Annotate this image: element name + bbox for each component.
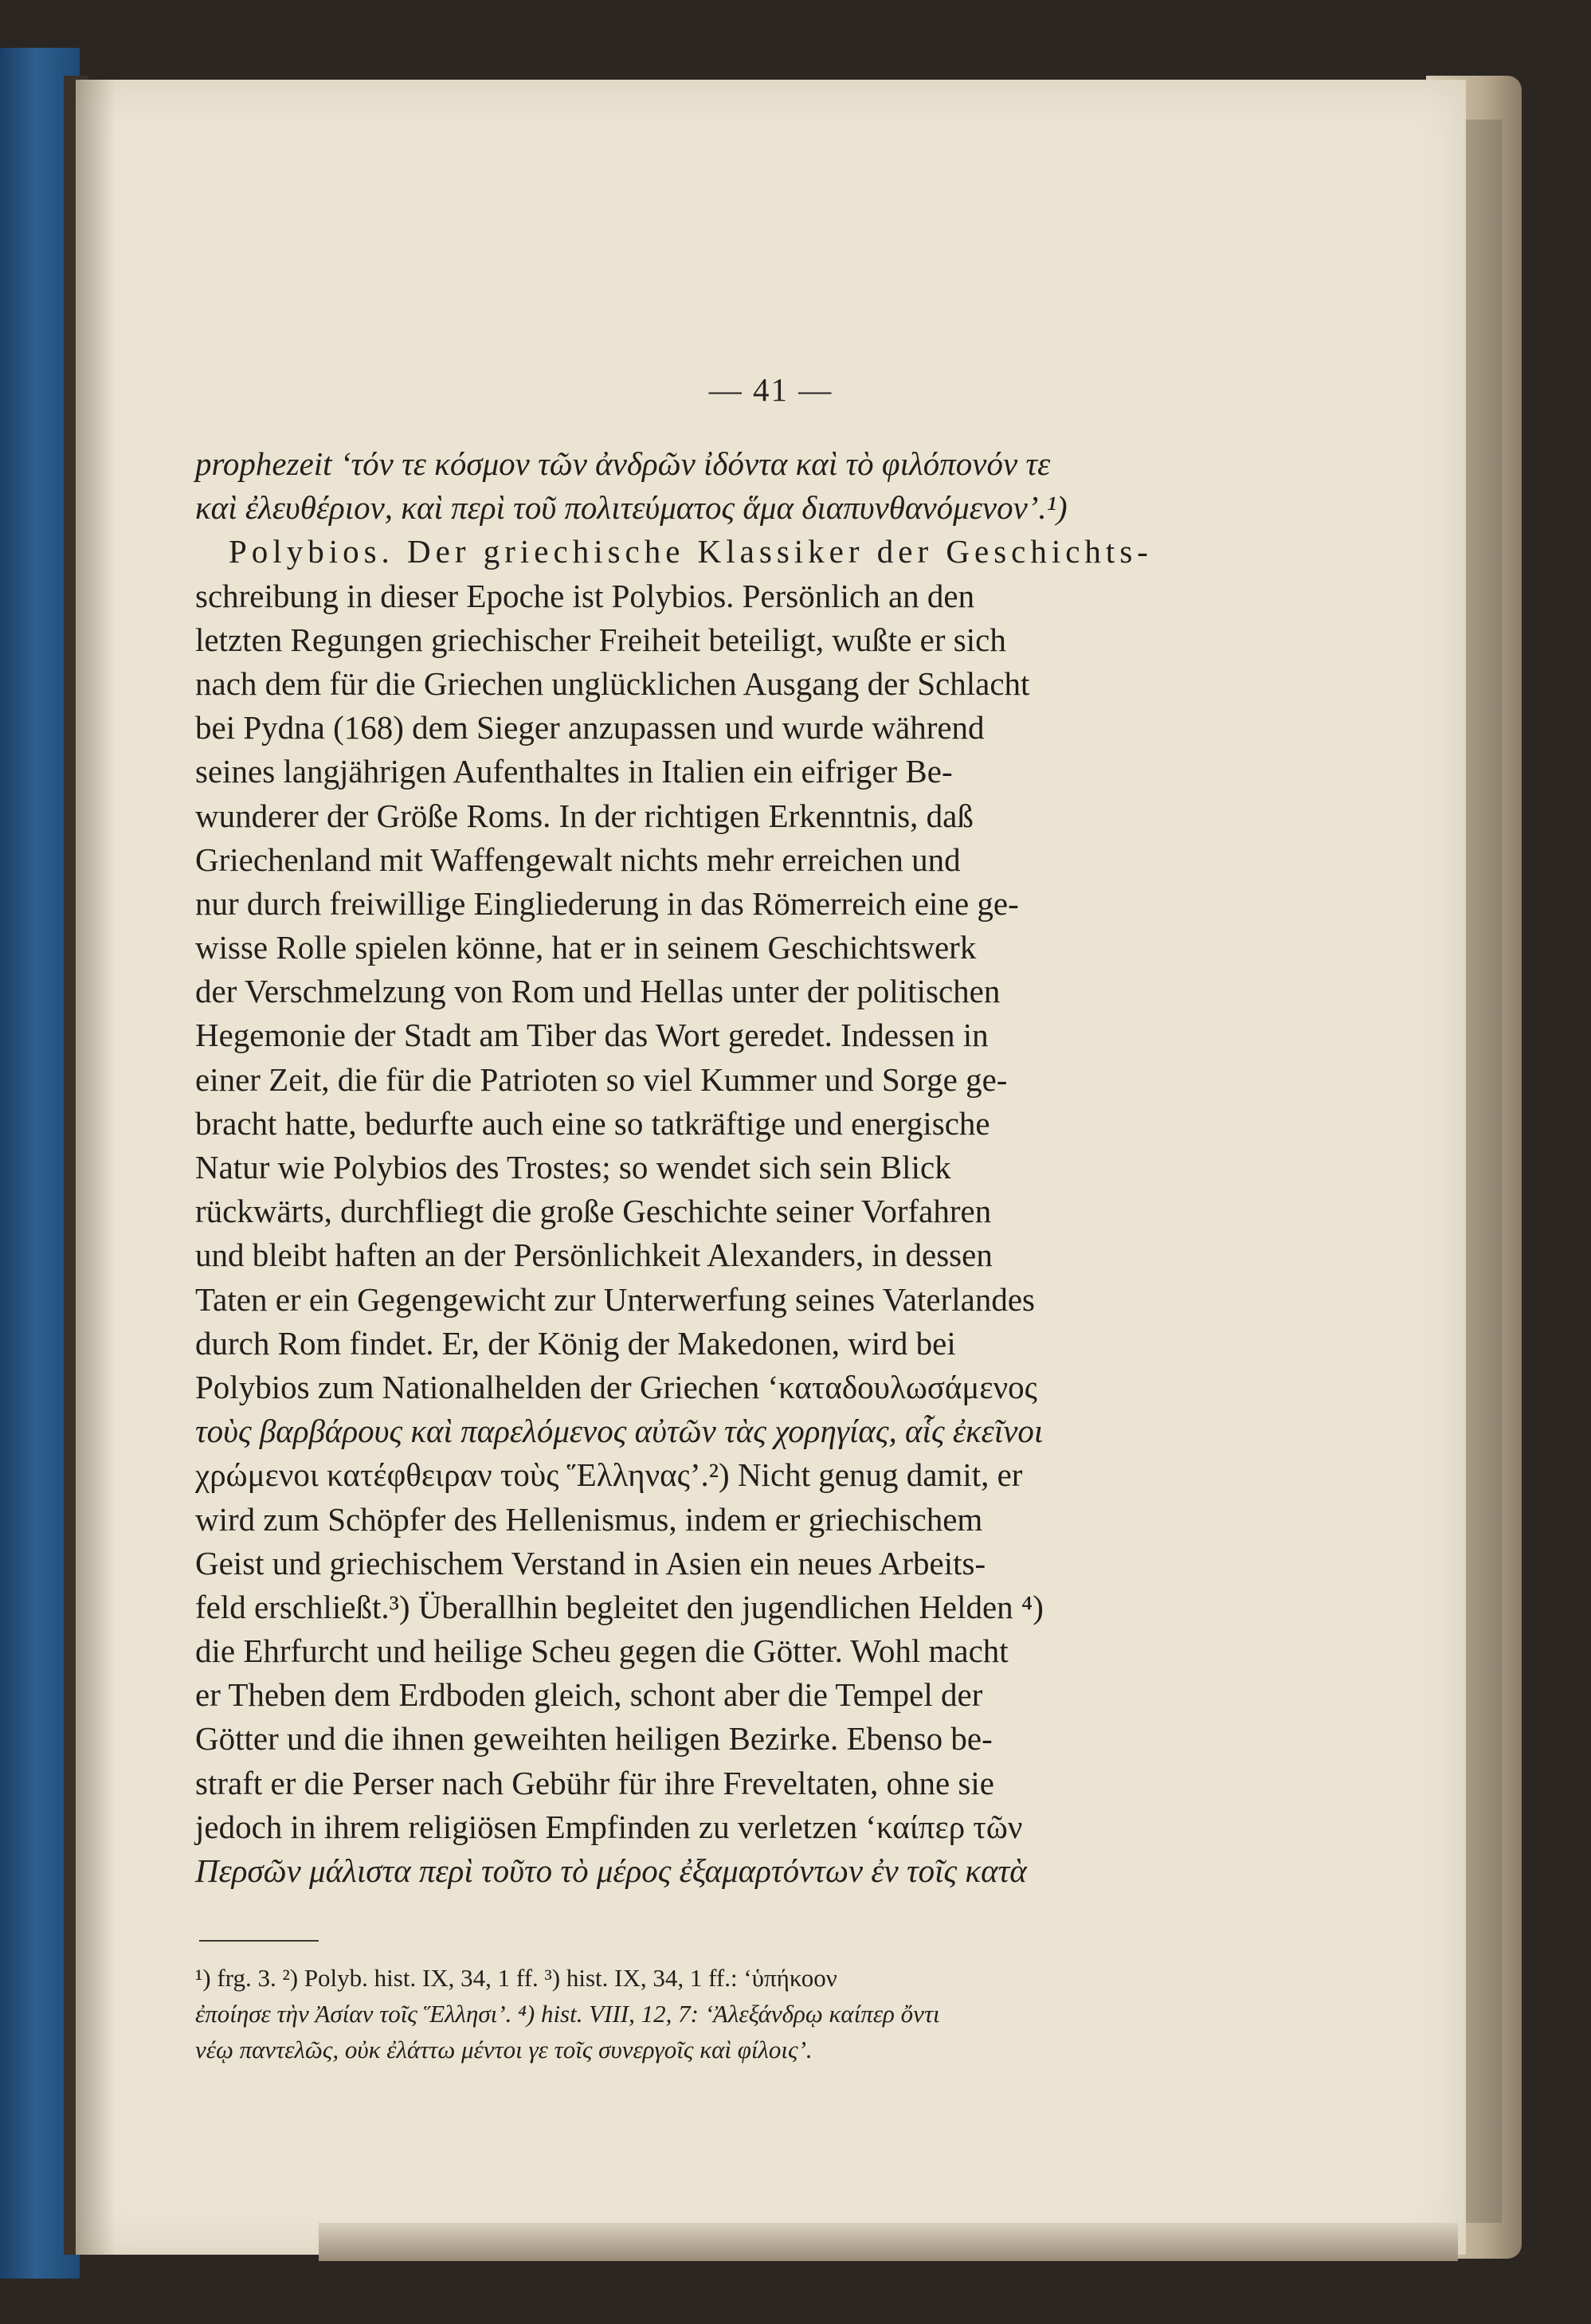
text-line-7: bei Pydna (168) dem Sieger anzupassen und wurde während [195,709,985,747]
text-line-19: und bleibt haften an der Persönlichkeit Alexanders, in dessen [195,1236,993,1274]
footnote-divider [199,1940,319,1942]
text-line-25: wird zum Schöpfer des Hellenismus, indem er griechischem [195,1500,983,1538]
text-line-2: καὶ ἐλευθέριον, καὶ περὶ τοῦ πολιτεύματος ἅμα διαπυνθανόμενον’.¹) [195,489,1068,527]
footnotes [195,1960,1280,2067]
page-number: — 41 — [708,371,833,408]
book-page [76,80,1466,2255]
text-line-4: schreibung in dieser Epoche ist Polybios. Persönlich an den [195,577,975,614]
text-line-30: Götter und die ihnen geweihten heiligen Bezirke. Ebenso be- [195,1720,993,1758]
text-line-8: seines langjährigen Aufenthaltes in Italien ein eifriger Be- [195,753,953,790]
text-line-31: straft er die Perser nach Gebühr für ihre Freveltaten, ohne sie [195,1764,994,1801]
gutter-shadow [76,80,116,2255]
text-line-26: Geist und griechischem Verstand in Asien ein neues Arbeits- [195,1544,986,1581]
text-line-1: prophezeit ‘τόν τε κόσμον τῶν ἀνδρῶν ἰδόντα καὶ τὸ φιλόπονόν τε [195,445,1051,482]
text-line-24: χρώμενοι κατέφθειραν τοὺς Ἕλληνας’.²) Nicht genug damit, er [195,1456,1023,1494]
text-line-14: Hegemonie der Stadt am Tiber das Wort geredet. Indessen in [195,1017,989,1054]
page-bottom-edge [319,2223,1458,2261]
text-line-23: τοὺς βαρβάρους καὶ παρελόμενος αὐτῶν τὰς χορηγίας, αἷς ἐκεῖνοι [195,1413,1044,1450]
text-line-29: er Theben dem Erdboden gleich, schont aber die Tempel der [195,1676,983,1714]
footnote-line-2: ἐποίησε τὴν Ἀσίαν τοῖς Ἕλλησι’. ⁴) hist. VIII, 12, 7: ‘Ἀλεξάνδρῳ καίπερ ὄντι [195,2000,940,2028]
text-line-28: die Ehrfurcht und heilige Scheu gegen die Götter. Wohl macht [195,1632,1009,1670]
text-line-17: Natur wie Polybios des Trostes; so wendet sich sein Blick [195,1149,951,1186]
text-line-9: wunderer der Größe Roms. In der richtigen Erkenntnis, daß [195,797,974,834]
text-line-3: Polybios. Der griechische Klassiker der Geschichts- [229,533,1153,570]
text-line-11: nur durch freiwillige Eingliederung in das Römerreich eine ge- [195,884,1019,922]
page-stack-shadow [1466,120,1502,2223]
text-line-10: Griechenland mit Waffengewalt nichts mehr erreichen und [195,841,961,878]
text-line-21: durch Rom findet. Er, der König der Makedonen, wird bei [195,1324,956,1362]
footnote-line-3: νέῳ παντελῶς, οὐκ ἐλάττω μέντοι γε τοῖς συνεργοῖς καὶ φίλοις’. [195,2036,813,2063]
text-line-15: einer Zeit, die für die Patrioten so viel Kummer und Sorge ge- [195,1060,1008,1098]
text-line-12: wisse Rolle spielen könne, hat er in seinem Geschichtswerk [195,929,977,966]
text-line-13: der Verschmelzung von Rom und Hellas unter der politischen [195,973,1001,1010]
text-line-6: nach dem für die Griechen unglücklichen Ausgang der Schlacht [195,664,1030,702]
text-line-20: Taten er ein Gegengewicht zur Unterwerfung seines Vaterlandes [195,1280,1035,1318]
text-line-18: rückwärts, durchfliegt die große Geschichte seiner Vorfahren [195,1193,992,1230]
footnote-line-1: ¹) frg. 3. ²) Polyb. hist. IX, 34, 1 ff. ³) hist. IX, 34, 1 ff.: ‘ὑπήκοον [195,1964,837,1992]
text-line-16: bracht hatte, bedurfte auch eine so tatkräftige und energische [195,1104,990,1142]
text-line-5: letzten Regungen griechischer Freiheit beteiligt, wußte er sich [195,621,1006,658]
text-line-27: feld erschließt.³) Überallhin begleitet den jugendlichen Helden ⁴) [195,1588,1044,1625]
text-line-22: Polybios zum Nationalhelden der Griechen ‘καταδουλωσάμενος [195,1368,1037,1405]
text-line-33: Περσῶν μάλιστα περὶ τοῦτο τὸ μέρος ἐξαμαρτόντων ἐν τοῖς κατὰ [195,1852,1027,1889]
body-text [195,442,1280,1893]
text-line-32: jedoch in ihrem religiösen Empfinden zu verletzen ‘καίπερ τῶν [195,1808,1023,1845]
